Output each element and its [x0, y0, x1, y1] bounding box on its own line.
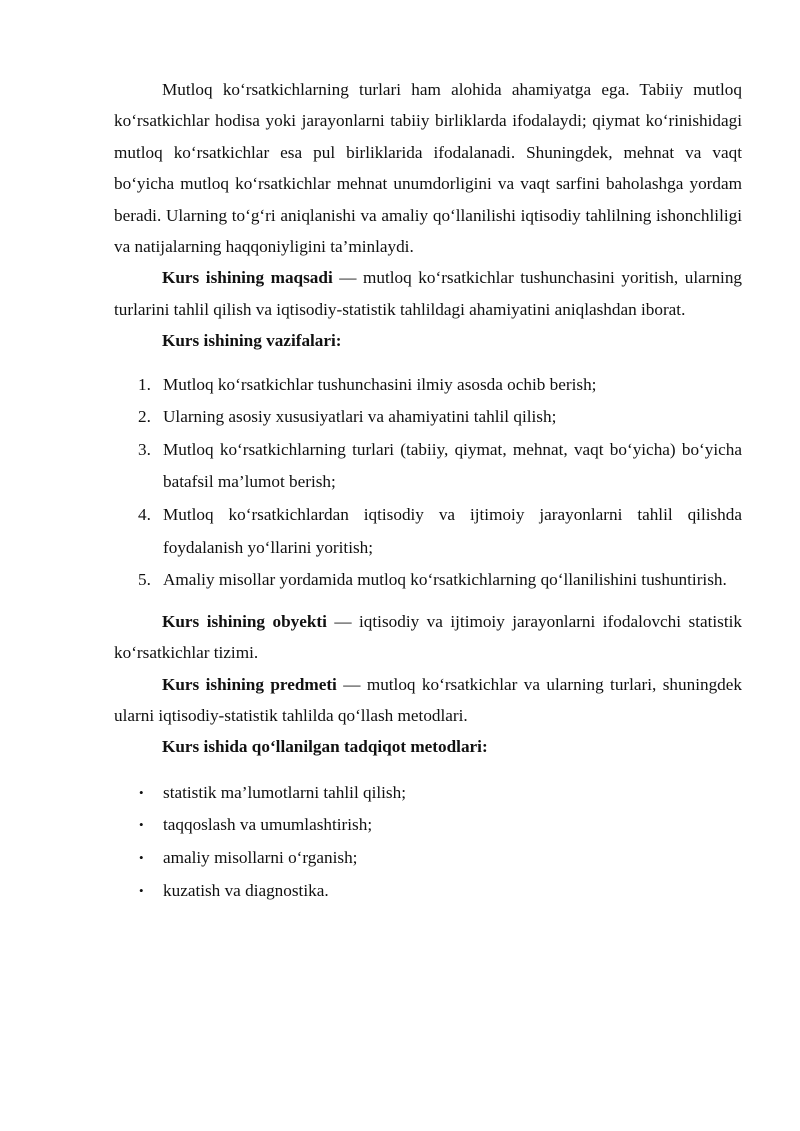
list-item [114, 499, 742, 564]
list-item [114, 809, 742, 842]
tasks-list [114, 369, 742, 597]
bullet-icon: • [139, 784, 144, 800]
list-item [114, 777, 742, 810]
list-number: 5. [138, 570, 151, 590]
goal-paragraph [114, 262, 742, 325]
list-item [114, 401, 742, 434]
spacer [114, 597, 742, 606]
goal-text: — mutloq ko‘rsatkichlar tushunchasini yoritish, ularning turlarini tahlil qilish va iqtisodiy-statistik tahlildagi ahamiyatini aniqlashdan iborat. [114, 268, 743, 319]
list-number: 3. [138, 439, 151, 459]
methods-list [114, 777, 742, 907]
tasks-heading: Kurs ishining vazifalari: [162, 331, 342, 351]
subject-text: — mutloq ko‘rsatkichlar va ularning turlari, shuningdek ularni iqtisodiy-statistik tahlilda qo‘llash metodlari. [114, 674, 742, 726]
list-number: 2. [138, 407, 151, 427]
goal-label: Kurs ishining maqsadi [162, 268, 333, 288]
list-item [114, 875, 742, 908]
list-item [114, 434, 742, 499]
list-item-text: Mutloq ko‘rsatkichlarning turlari (tabiiy, qiymat, mehnat, vaqt bo‘yicha) bo‘yicha batafsil ma’lumot berish; [163, 439, 742, 492]
list-item-text: Mutloq ko‘rsatkichlardan iqtisodiy va ijtimoiy jarayonlarni tahlil qilishda foydalanish yo‘llarini yoritish; [163, 505, 742, 557]
list-number: 4. [138, 505, 151, 525]
intro-paragraph: Mutloq ko‘rsatkichlarning turlari ham alohida ahamiyatga ega. Tabiiy mutloq ko‘rsatkichlar hodisa yoki jarayonlarni tabiiy birliklarda ifodalaydi; qiymat ko‘rinishidagi mutloq ko‘rsatkichlar esa pul birliklarida ifodalanadi. Shuningdek, mehnat va vaqt bo‘yicha mutloq ko‘rsatkichlar mehnat unumdorligini va vaqt sarfini baholashga yordam beradi. Ularning to‘g‘ri aniqlanishi va amaliy qo‘llanilishi iqtisodiy tahlilning ishonchliligi va natijalarning haqqoniyligini ta’minlaydi. [114, 80, 742, 257]
list-item [114, 564, 742, 597]
object-text: — iqtisodiy va ijtimoiy jarayonlarni ifodalovchi statistik ko‘rsatkichlar tizimi. [114, 611, 742, 663]
object-label: Kurs ishining obyekti [162, 611, 327, 631]
list-item-text: Mutloq ko‘rsatkichlar tushunchasini ilmiy asosda ochib berish; [163, 374, 597, 394]
list-item-text: amaliy misollarni o‘rganish; [163, 848, 358, 868]
object-paragraph [114, 606, 742, 669]
methods-heading: Kurs ishida qo‘llanilgan tadqiqot metodlari: [162, 737, 488, 757]
list-item [114, 369, 742, 402]
document-page [114, 74, 742, 907]
list-item-text: Amaliy misollar yordamida mutloq ko‘rsatkichlarning qo‘llanilishini tushuntirish. [163, 570, 727, 590]
bullet-icon: • [139, 817, 144, 833]
list-item-text: taqqoslash va umumlashtirish; [163, 815, 373, 835]
list-item-text: kuzatish va diagnostika. [163, 880, 329, 900]
subject-label: Kurs ishining predmeti [162, 674, 337, 694]
bullet-icon: • [139, 882, 144, 898]
list-item-text: statistik ma’lumotlarni tahlil qilish; [163, 782, 406, 802]
bullet-icon: • [139, 850, 144, 866]
subject-paragraph [114, 669, 742, 732]
list-item-text: Ularning asosiy xususiyatlari va ahamiyatini tahlil qilish; [163, 407, 557, 427]
list-number: 1. [138, 374, 151, 394]
list-item [114, 842, 742, 875]
